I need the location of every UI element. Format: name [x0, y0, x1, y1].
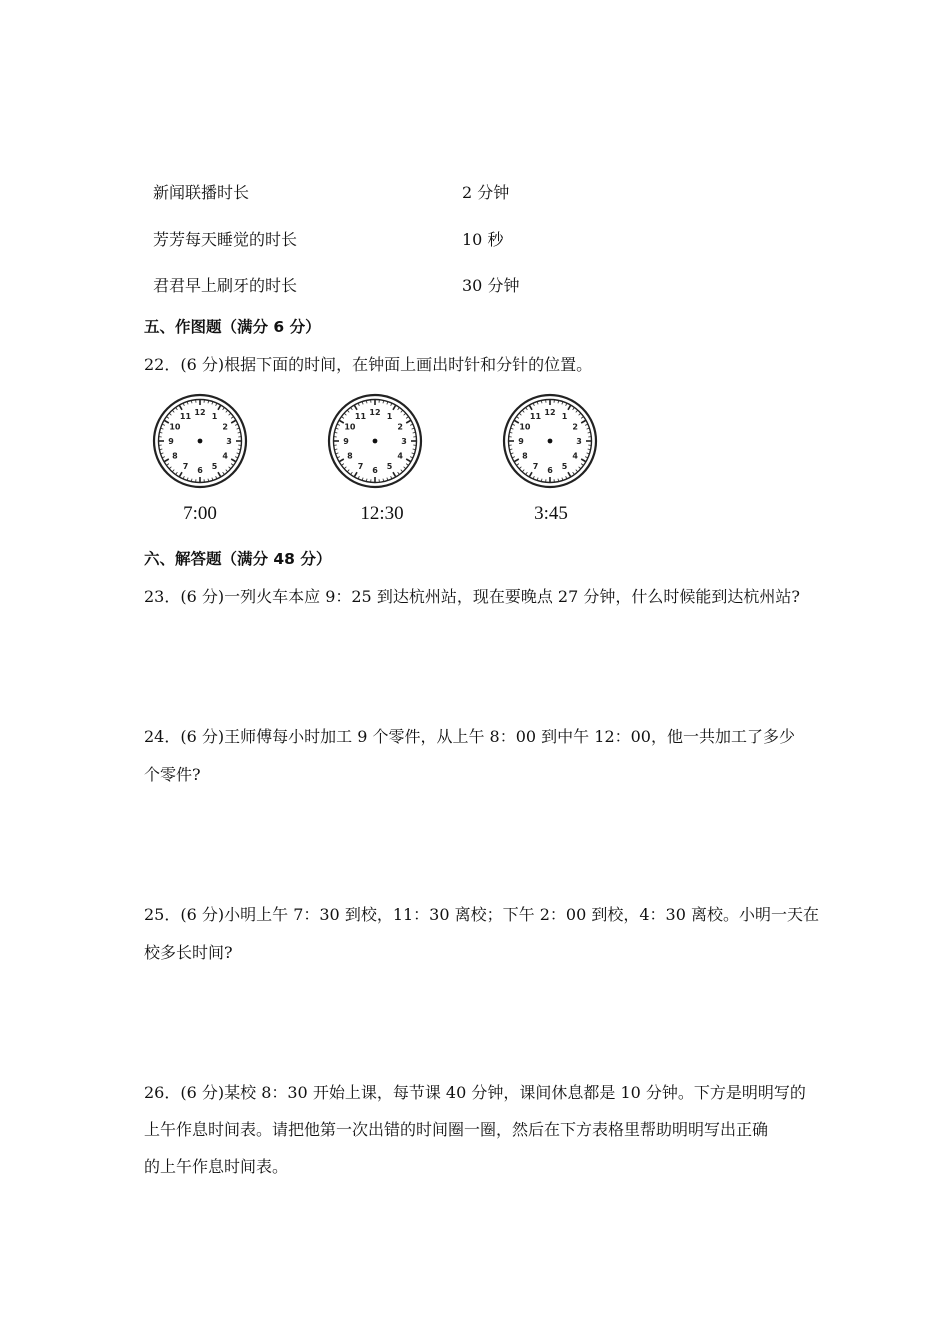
clock-number: 4 — [397, 451, 403, 461]
clock-number: 4 — [572, 451, 578, 461]
clock-number: 3 — [401, 437, 407, 446]
clock-number: 7 — [532, 462, 539, 472]
clock-number: 4 — [222, 451, 228, 461]
match-right-3: 30 分钟 — [462, 276, 520, 295]
clock-number: 11 — [529, 411, 542, 421]
clock-number: 3 — [576, 437, 582, 446]
match-right-1: 2 分钟 — [462, 183, 510, 202]
clock-number: 10 — [169, 422, 181, 432]
question-25-line-2: 校多长时间? — [144, 943, 233, 962]
clock-number: 6 — [372, 466, 378, 475]
section5-title: 五、作图题（满分 6 分） — [144, 318, 321, 336]
clock-center-dot — [548, 439, 553, 444]
clock-number: 2 — [222, 422, 228, 432]
question-22: 22．(6 分)根据下面的时间，在钟面上画出时针和分针的位置。 — [144, 355, 593, 374]
match-right-2: 10 秒 — [462, 230, 504, 249]
section6-title: 六、解答题（满分 48 分） — [144, 550, 332, 568]
clock-face-3[interactable] — [502, 393, 598, 489]
clock-number: 9 — [518, 437, 524, 446]
clock-number: 10 — [519, 422, 531, 432]
question-26-line-3: 的上午作息时间表。 — [144, 1157, 289, 1176]
clock-face-2[interactable] — [327, 393, 423, 489]
clock-number: 8 — [522, 451, 528, 461]
clock-time-label-1: 7:00 — [183, 503, 217, 524]
clock-number: 3 — [226, 437, 232, 446]
question-26-line-1: 26．(6 分)某校 8：30 开始上课，每节课 40 分钟，课间休息都是 10 分钟。下方是明明写的 — [144, 1083, 806, 1102]
question-23: 23．(6 分)一列火车本应 9：25 到达杭州站，现在要晚点 27 分钟，什么时候能到达杭州站? — [144, 587, 800, 606]
clock-number: 11 — [179, 411, 192, 421]
clock-center-dot — [198, 439, 203, 444]
clock-number: 9 — [343, 437, 349, 446]
clock-number: 6 — [197, 466, 203, 475]
clock-number: 1 — [211, 411, 218, 421]
clock-number: 7 — [357, 462, 364, 472]
clock-number: 8 — [172, 451, 178, 461]
clock-number: 10 — [344, 422, 356, 432]
match-left-3: 君君早上刷牙的时长 — [153, 276, 298, 295]
clock-number: 8 — [347, 451, 353, 461]
clock-face-1[interactable] — [152, 393, 248, 489]
match-left-2: 芳芳每天睡觉的时长 — [153, 230, 298, 249]
clock-number: 1 — [386, 411, 393, 421]
question-25-line-1: 25．(6 分)小明上午 7：30 到校，11：30 离校；下午 2：00 到校，4：30 离校。小明一天在 — [144, 905, 819, 924]
clock-number: 5 — [561, 462, 568, 472]
question-24-line-1: 24．(6 分)王师傅每小时加工 9 个零件，从上午 8：00 到中午 12：00，他一共加工了多少 — [144, 727, 795, 746]
clock-time-label-3: 3:45 — [534, 503, 568, 524]
question-26-line-2: 上午作息时间表。请把他第一次出错的时间圈一圈，然后在下方表格里帮助明明写出正确 — [144, 1120, 769, 1139]
clock-time-label-2: 12:30 — [360, 503, 404, 524]
clock-number: 12 — [194, 408, 206, 417]
clock-number: 2 — [572, 422, 578, 432]
clock-number: 12 — [544, 408, 556, 417]
clock-number: 5 — [386, 462, 393, 472]
clock-number: 9 — [168, 437, 174, 446]
clock-center-dot — [373, 439, 378, 444]
match-left-1: 新闻联播时长 — [153, 183, 250, 202]
clock-number: 12 — [369, 408, 381, 417]
clock-number: 5 — [211, 462, 218, 472]
clock-number: 1 — [561, 411, 568, 421]
clock-number: 11 — [354, 411, 367, 421]
clock-number: 6 — [547, 466, 553, 475]
question-24-line-2: 个零件? — [144, 765, 201, 784]
clock-number: 2 — [397, 422, 403, 432]
clock-number: 7 — [182, 462, 189, 472]
